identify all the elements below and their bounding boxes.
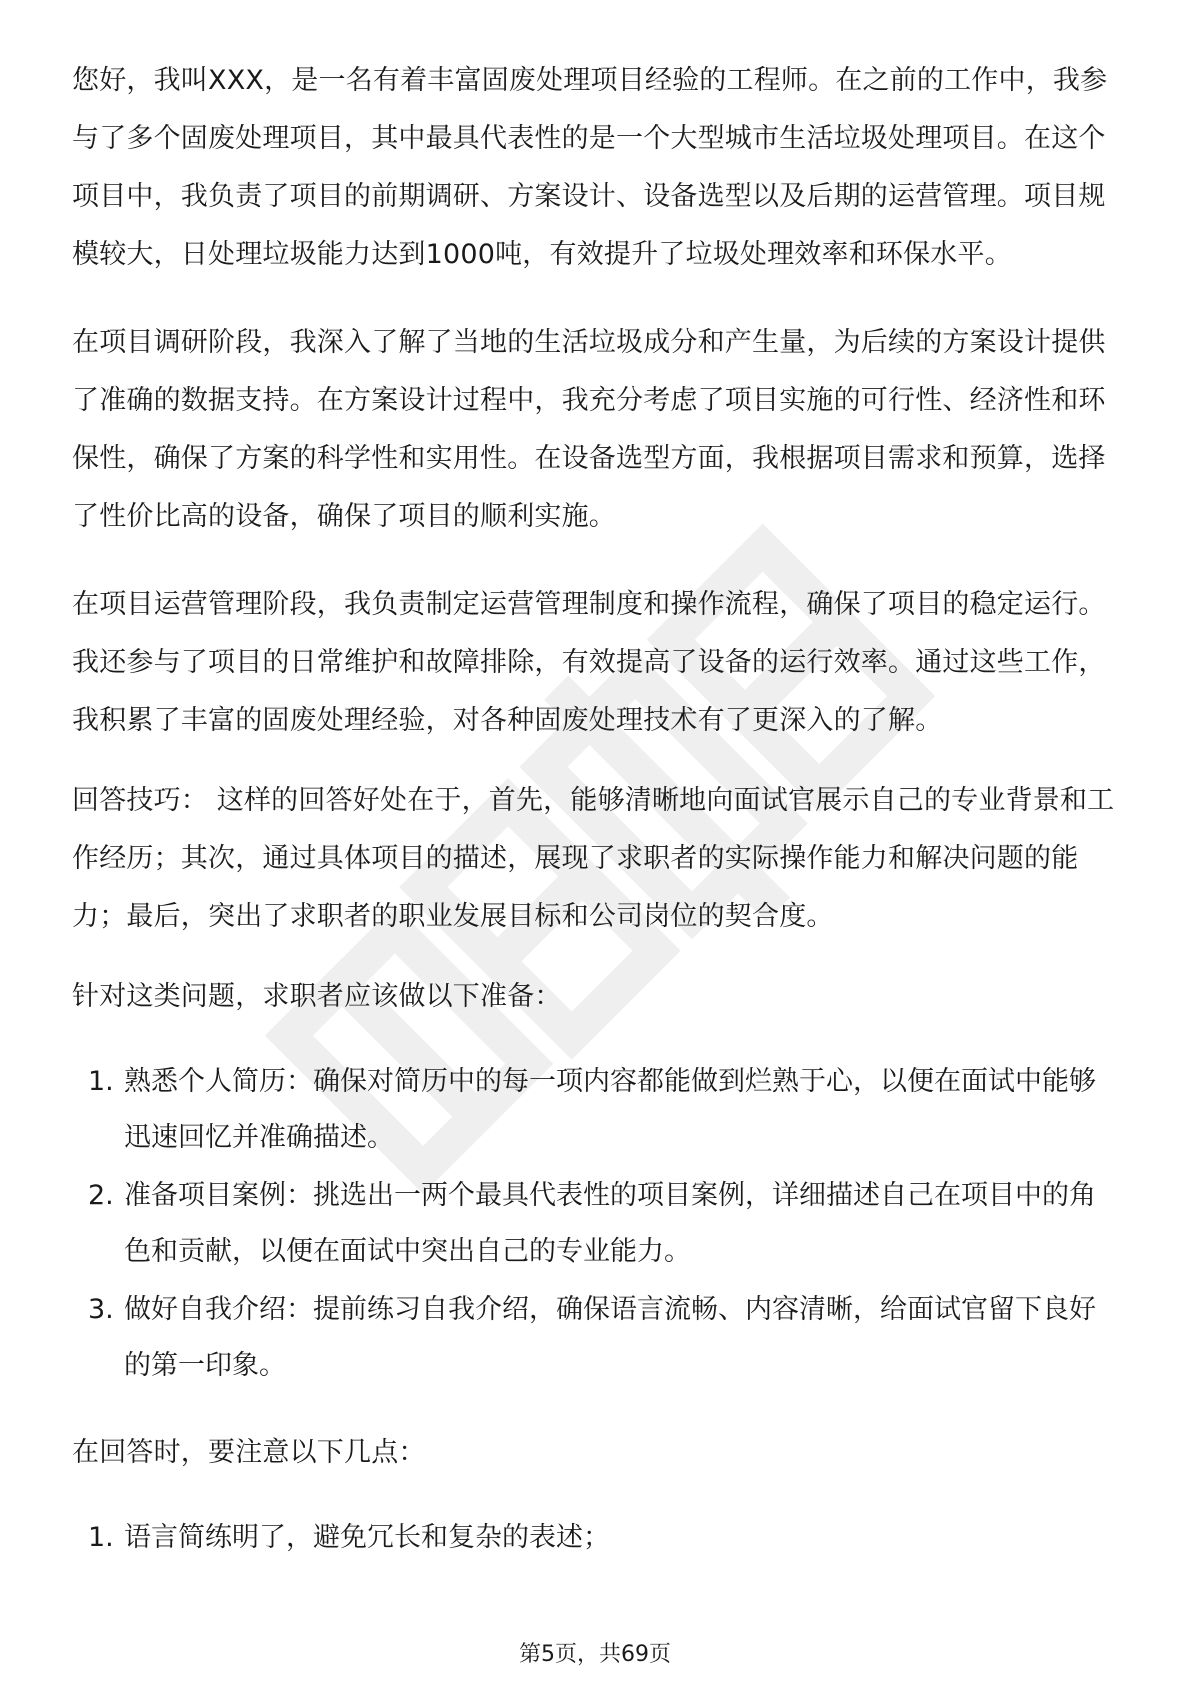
list-item-text: 准备项目案例：挑选出一两个最具代表性的项目案例，详细描述自己在项目中的角色和贡献，以便在面试中突出自己的专业能力。 [124, 1180, 1096, 1267]
list-item-text: 语言简练明了，避免冗长和复杂的表述； [124, 1522, 610, 1553]
preparation-heading: 针对这类问题，求职者应该做以下准备： [72, 981, 562, 1012]
list-item-number: 3. [88, 1294, 114, 1325]
list-item-text: 熟悉个人简历：确保对简历中的每一项内容都能做到烂熟于心，以便在面试中能够迅速回忆并准确描述。 [124, 1066, 1096, 1153]
notes-heading: 在回答时，要注意以下几点： [72, 1437, 426, 1468]
page-number-footer: 第5页，共69页 [519, 1642, 671, 1667]
list-item-number: 2. [88, 1180, 114, 1211]
list-item [72, 1282, 1122, 1394]
research-paragraph: 在项目调研阶段，我深入了解了当地的生活垃圾成分和产生量，为后续的方案设计提供了准确的数据支持。在方案设计过程中，我充分考虑了项目实施的可行性、经济性和环保性，确保了方案的科学性和实用性。在设备选型方面，我根据项目需求和预算，选择了性价比高的设备，确保了项目的顺利实施。 [72, 327, 1106, 532]
document-body [72, 52, 1122, 1568]
list-item [72, 1168, 1122, 1280]
list-item-text: 做好自我介绍：提前练习自我介绍，确保语言流畅、内容清晰，给面试官留下良好的第一印象。 [124, 1294, 1096, 1381]
list-item [72, 1510, 1122, 1566]
list-item [72, 1054, 1122, 1166]
operations-paragraph: 在项目运营管理阶段，我负责制定运营管理制度和操作流程，确保了项目的稳定运行。我还参与了项目的日常维护和故障排除，有效提高了设备的运行效率。通过这些工作，我积累了丰富的固废处理经验，对各种固废处理技术有了更深入的了解。 [72, 589, 1106, 736]
list-item-number: 1. [88, 1066, 114, 1097]
intro-paragraph: 您好，我叫XXX，是一名有着丰富固废处理项目经验的工程师。在之前的工作中，我参与了多个固废处理项目，其中最具代表性的是一个大型城市生活垃圾处理项目。在这个项目中，我负责了项目的前期调研、方案设计、设备选型以及后期的运营管理。项目规模较大，日处理垃圾能力达到1000吨，有效提升了垃圾处理效率和环保水平。 [72, 65, 1108, 270]
notes-list [72, 1510, 1122, 1566]
preparation-list [72, 1054, 1122, 1394]
list-item-number: 1. [88, 1522, 114, 1553]
answer-tips-paragraph: 回答技巧： 这样的回答好处在于，首先，能够清晰地向面试官展示自己的专业背景和工作经历；其次，通过具体项目的描述，展现了求职者的实际操作能力和解决问题的能力；最后，突出了求职者的职业发展目标和公司岗位的契合度。 [72, 785, 1115, 932]
